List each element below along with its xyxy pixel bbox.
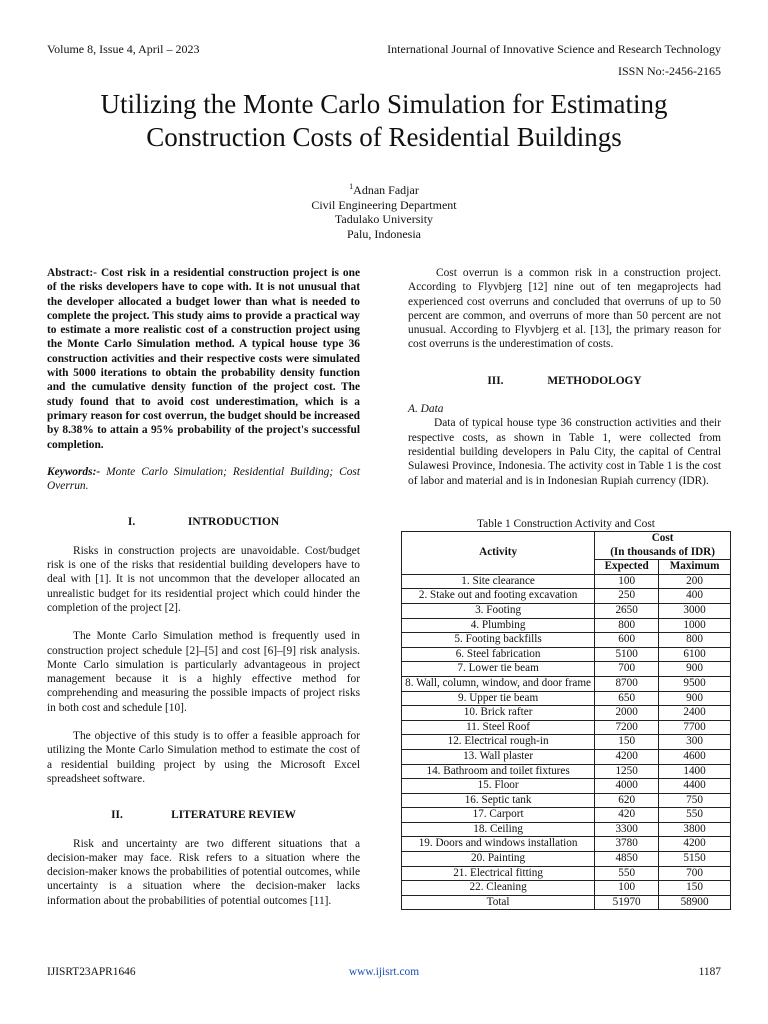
expected-cost-cell: 1250 (595, 764, 659, 779)
activity-cell: 21. Electrical fitting (402, 866, 595, 881)
maximum-cost-cell: 6100 (659, 647, 731, 662)
expected-cost-cell: 4000 (595, 779, 659, 794)
section-heading-methodology: III. METHODOLOGY (487, 374, 642, 387)
table-row (402, 852, 731, 867)
literature-paragraph-2: Cost overrun is a common risk in a construction project. According to Flyvbjerg [12] nine out of ten megaprojects had experienced cost overruns and concluded that overruns of up to 50 percent are common, and overruns of more than 50 percent are not unusual. According to Flyvbjerg et al. [13], the primary reason for cost overruns is the underestimation of costs. (408, 267, 721, 351)
activity-cell: 12. Electrical rough-in (402, 735, 595, 750)
table-row (402, 603, 731, 618)
keywords (47, 465, 360, 494)
table-row (402, 618, 731, 633)
table-row (402, 720, 731, 735)
maximum-cost-cell: 800 (659, 633, 731, 648)
expected-cost-cell: 100 (595, 881, 659, 896)
maximum-cost-cell: 4200 (659, 837, 731, 852)
title-line-1: Utilizing the Monte Carlo Simulation for Estimating (100, 89, 668, 119)
keywords-text: Monte Carlo Simulation; Residential Building; Cost Overrun. (47, 465, 360, 493)
table-row (402, 691, 731, 706)
keywords-label: Keywords:- (47, 465, 101, 478)
maximum-cost-cell: 2400 (659, 706, 731, 721)
issn: ISSN No:-2456-2165 (617, 64, 721, 78)
maximum-cost-cell: 900 (659, 691, 731, 706)
section-heading-literature-review: II. LITERATURE REVIEW (111, 809, 296, 822)
expected-cost-cell: 4200 (595, 749, 659, 764)
table-row (402, 706, 731, 721)
table-row (402, 662, 731, 677)
activity-cell: 4. Plumbing (402, 618, 595, 633)
expected-cost-cell: 51970 (595, 895, 659, 910)
journal-name: International Journal of Innovative Science and Research Technology (387, 42, 721, 56)
activity-cell: 8. Wall, column, window, and door frame (402, 676, 595, 691)
activity-cell: 11. Steel Roof (402, 720, 595, 735)
activity-cell: 2. Stake out and footing excavation (402, 589, 595, 604)
activity-cell: 6. Steel fabrication (402, 647, 595, 662)
author-block (0, 180, 768, 241)
page-number: 1187 (698, 966, 721, 978)
activity-cell: 13. Wall plaster (402, 749, 595, 764)
activity-cell: 5. Footing backfills (402, 633, 595, 648)
table-row (402, 881, 731, 896)
expected-cost-cell: 2000 (595, 706, 659, 721)
left-column (47, 266, 360, 908)
journal-website-link[interactable]: www.ijisrt.com (348, 966, 420, 978)
maximum-cost-cell: 3800 (659, 822, 731, 837)
activity-cell: 18. Ceiling (402, 822, 595, 837)
paper-title (30, 88, 738, 154)
intro-paragraph-1: Risks in construction projects are unavoidable. Cost/budget risk is one of the risks that residential building developers have to deal with [1]. It is not uncommon that the developer allocated an unrealistic budget for its residential project which could hinder the completion of the project [2]. (47, 544, 360, 614)
header-activity: Activity (402, 532, 595, 575)
journal-volume: Volume 8, Issue 4, April – 2023 (47, 42, 200, 56)
expected-cost-cell: 620 (595, 793, 659, 808)
table-row (402, 749, 731, 764)
activity-cell: 20. Painting (402, 852, 595, 867)
author-university: Tadulako University (334, 212, 434, 227)
table-row (402, 589, 731, 604)
author-location: Palu, Indonesia (347, 226, 421, 241)
expected-cost-cell: 550 (595, 866, 659, 881)
maximum-cost-cell: 900 (659, 662, 731, 677)
header-maximum: Maximum (659, 560, 731, 575)
maximum-cost-cell: 4400 (659, 779, 731, 794)
table-1 (401, 517, 731, 910)
activity-cell: 1. Site clearance (402, 574, 595, 589)
expected-cost-cell: 100 (595, 574, 659, 589)
maximum-cost-cell: 1400 (659, 764, 731, 779)
maximum-cost-cell: 5150 (659, 852, 731, 867)
intro-paragraph-3: The objective of this study is to offer a feasible approach for utilizing the Monte Carlo Simulation method to estimate the cost of a residential building project by using the Microsoft Excel spreadsheet software. (47, 730, 360, 785)
author-name: Adnan Fadjar (353, 183, 419, 197)
maximum-cost-cell: 9500 (659, 676, 731, 691)
maximum-cost-cell: 1000 (659, 618, 731, 633)
table-row (402, 822, 731, 837)
table-row (402, 779, 731, 794)
maximum-cost-cell: 400 (659, 589, 731, 604)
maximum-cost-cell: 750 (659, 793, 731, 808)
table-row (402, 837, 731, 852)
maximum-cost-cell: 150 (659, 881, 731, 896)
table-row (402, 735, 731, 750)
maximum-cost-cell: 550 (659, 808, 731, 823)
maximum-cost-cell: 3000 (659, 603, 731, 618)
expected-cost-cell: 800 (595, 618, 659, 633)
table-body (402, 574, 731, 910)
expected-cost-cell: 600 (595, 633, 659, 648)
activity-cell: 19. Doors and windows installation (402, 837, 595, 852)
literature-paragraph-1: Risk and uncertainty are two different situations that a decision-maker may face. Risk refers to a situation where the decision-maker knows the probabilities of potential outcomes, while uncertainty is a situation where the decision-maker lacks information about the probabilities of potential outcomes [11]. (47, 837, 360, 907)
subsection-data: A. Data (408, 403, 444, 416)
abstract-text: Cost risk in a residential construction project is one of the risks developers have to cope with. It is not unusual that the developer allocated a budget lower than what is needed to complete the project. This study aims to provide a practical way to estimate a more realistic cost of a construction project using the Monte Carlo Simulation method. A typical house type 36 construction activities and their respective costs were simulated with 5000 iterations to obtain the probability density function and the cumulative density function of the project cost. The study found that to avoid cost underestimation, which is a primary reason for cost overrun, the budget should be increased by 8.38% to attain a 95% probability of the project's successful completion. (47, 267, 360, 451)
maximum-cost-cell: 200 (659, 574, 731, 589)
section-heading-introduction: I. INTRODUCTION (127, 516, 280, 529)
table-row (402, 866, 731, 881)
expected-cost-cell: 700 (595, 662, 659, 677)
table-row (402, 647, 731, 662)
maximum-cost-cell: 700 (659, 866, 731, 881)
expected-cost-cell: 3300 (595, 822, 659, 837)
expected-cost-cell: 420 (595, 808, 659, 823)
table-row (402, 633, 731, 648)
title-line-2: Construction Costs of Residential Buildings (146, 122, 622, 152)
abstract-label: Abstract:- (47, 267, 97, 279)
activity-cell: 16. Septic tank (402, 793, 595, 808)
expected-cost-cell: 7200 (595, 720, 659, 735)
author-superscript: 1 (349, 182, 354, 191)
expected-cost-cell: 3780 (595, 837, 659, 852)
table-row (402, 676, 731, 691)
activity-cell: 15. Floor (402, 779, 595, 794)
right-column (408, 266, 721, 488)
header-expected: Expected (595, 560, 659, 575)
expected-cost-cell: 650 (595, 691, 659, 706)
expected-cost-cell: 250 (595, 589, 659, 604)
activity-cell: 17. Carport (402, 808, 595, 823)
activity-cell: 10. Brick rafter (402, 706, 595, 721)
maximum-cost-cell: 4600 (659, 749, 731, 764)
data-paragraph: Data of typical house type 36 construction activities and their respective costs, as shown in Table 1, were collected from residential building developers in Palu City, the capital of Central Sulawesi Province, Indonesia. The activity cost in Table 1 is the cost of labor and material and is in Indonesian Rupiah currency (IDR). (408, 417, 721, 487)
expected-cost-cell: 2650 (595, 603, 659, 618)
paper-id: IJISRT23APR1646 (47, 966, 136, 978)
table-caption: Table 1 Construction Activity and Cost (477, 518, 655, 530)
author-department: Civil Engineering Department (311, 197, 457, 212)
cost-table (401, 531, 731, 910)
header-cost: Cost (In thousands of IDR) (595, 532, 731, 560)
maximum-cost-cell: 7700 (659, 720, 731, 735)
activity-cell: 14. Bathroom and toilet fixtures (402, 764, 595, 779)
activity-cell: 7. Lower tie beam (402, 662, 595, 677)
activity-cell: 22. Cleaning (402, 881, 595, 896)
abstract (47, 266, 360, 452)
maximum-cost-cell: 58900 (659, 895, 731, 910)
activity-cell: 3. Footing (402, 603, 595, 618)
table-row (402, 808, 731, 823)
table-row (402, 793, 731, 808)
maximum-cost-cell: 300 (659, 735, 731, 750)
expected-cost-cell: 5100 (595, 647, 659, 662)
table-row (402, 574, 731, 589)
intro-paragraph-2: The Monte Carlo Simulation method is frequently used in construction project schedule [2]–[5] and cost [6]–[9] risk analysis. Monte Carlo simulation is particularly advantageous in project management because it is a highly effective method for comprehending and measuring the possible impacts of project risks in both cost and schedule [10]. (47, 630, 360, 714)
expected-cost-cell: 150 (595, 735, 659, 750)
activity-cell: Total (402, 895, 595, 910)
expected-cost-cell: 4850 (595, 852, 659, 867)
table-row (402, 895, 731, 910)
expected-cost-cell: 8700 (595, 676, 659, 691)
activity-cell: 9. Upper tie beam (402, 691, 595, 706)
table-row (402, 764, 731, 779)
